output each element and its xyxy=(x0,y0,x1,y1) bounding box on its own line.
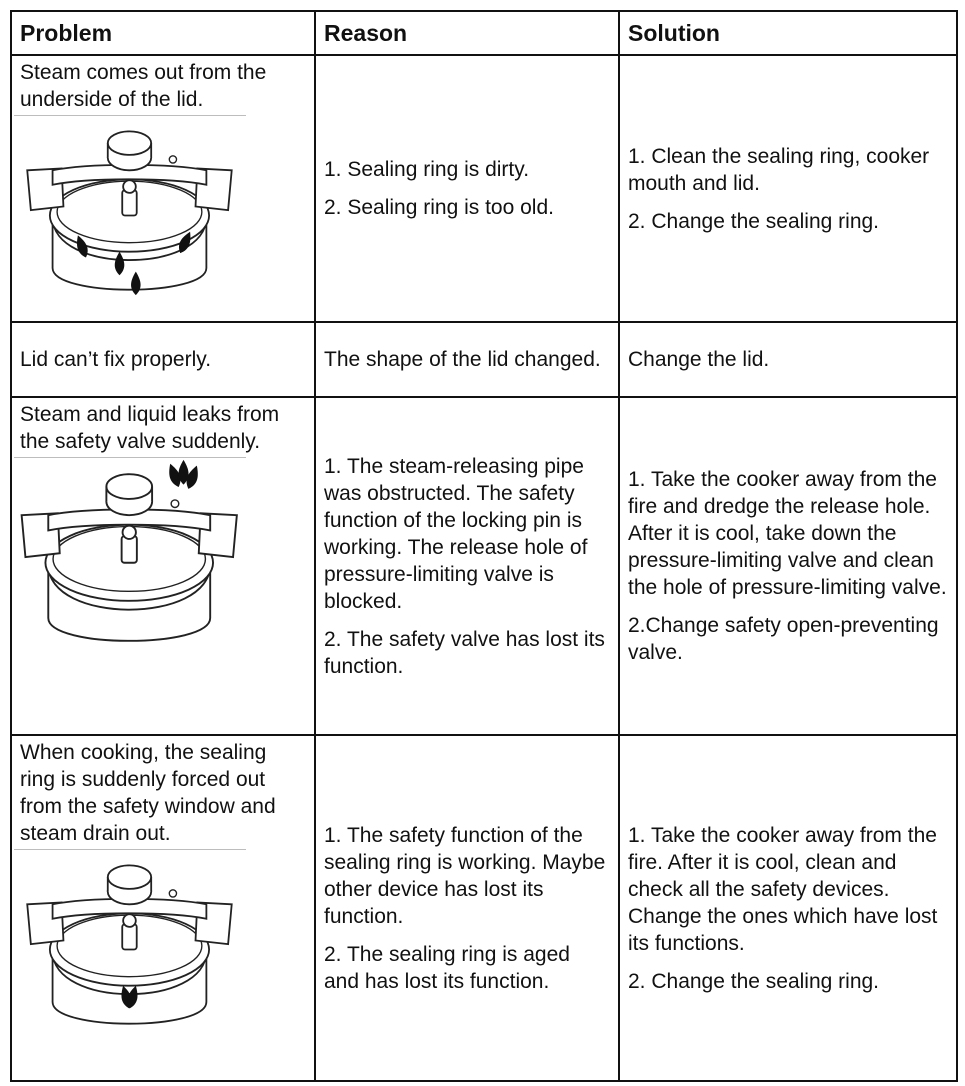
reason-text: 1. Sealing ring is dirty. xyxy=(324,158,530,181)
solution-cell xyxy=(619,322,957,397)
table-row xyxy=(11,55,957,322)
reason-cell xyxy=(315,735,619,1081)
table-header-row xyxy=(11,11,957,55)
table-row xyxy=(11,735,957,1081)
reason-cell xyxy=(315,322,619,397)
solution-text: 2. Change the sealing ring. xyxy=(628,969,880,993)
solution-cell xyxy=(619,397,957,735)
reason-text: 2. The safety valve has lost its function. xyxy=(324,627,605,678)
table-row xyxy=(11,322,957,397)
pressure-cooker-safety-valve-leak-image xyxy=(14,458,254,658)
pressure-cooker-ring-forced-out-image xyxy=(14,850,254,1040)
solution-cell xyxy=(619,735,957,1081)
problem-text: Steam comes out from the underside of the lid. xyxy=(20,61,267,111)
header-problem: Problem xyxy=(11,11,315,55)
pressure-cooker-steam-leak-image xyxy=(14,116,254,306)
reason-text: 1. The safety function of the sealing ring is working. Maybe other device has lost its function. xyxy=(324,823,606,928)
reason-cell xyxy=(315,397,619,735)
reason-text: The shape of the lid changed. xyxy=(324,348,601,371)
reason-text: 2. Sealing ring is too old. xyxy=(324,196,554,219)
table-row xyxy=(11,397,957,735)
header-reason: Reason xyxy=(315,11,619,55)
problem-text: When cooking, the sealing ring is suddenly forced out from the safety window and steam drain out. xyxy=(20,741,276,845)
troubleshooting-table xyxy=(10,10,958,1082)
problem-cell xyxy=(11,397,315,735)
reason-text: 1. The steam-releasing pipe was obstructed. The safety function of the locking pin is working. The release hole of pressure-limiting valve is blocked. xyxy=(324,454,588,613)
solution-text: Change the lid. xyxy=(628,348,770,371)
solution-text: 2. Change the sealing ring. xyxy=(628,209,880,233)
problem-text: Lid can’t fix properly. xyxy=(20,348,212,371)
problem-cell xyxy=(11,55,315,322)
solution-text: 1. Take the cooker away from the fire. After it is cool, clean and check all the safety devices. Change the ones which have lost its functions. xyxy=(628,823,938,955)
solution-cell xyxy=(619,55,957,322)
troubleshooting-page xyxy=(10,10,956,1081)
solution-text: 1. Clean the sealing ring, cooker mouth and lid. xyxy=(628,144,930,195)
solution-text: 1. Take the cooker away from the fire and dredge the release hole. After it is cool, take down the pressure-limiting valve and clean the hole of pressure-limiting valve. xyxy=(628,468,947,599)
reason-cell xyxy=(315,55,619,322)
reason-text: 2. The sealing ring is aged and has lost its function. xyxy=(324,942,570,993)
problem-cell xyxy=(11,735,315,1081)
solution-text: 2.Change safety open-preventing valve. xyxy=(628,614,939,664)
problem-cell xyxy=(11,322,315,397)
problem-text: Steam and liquid leaks from the safety valve suddenly. xyxy=(20,403,280,453)
header-solution: Solution xyxy=(619,11,957,55)
